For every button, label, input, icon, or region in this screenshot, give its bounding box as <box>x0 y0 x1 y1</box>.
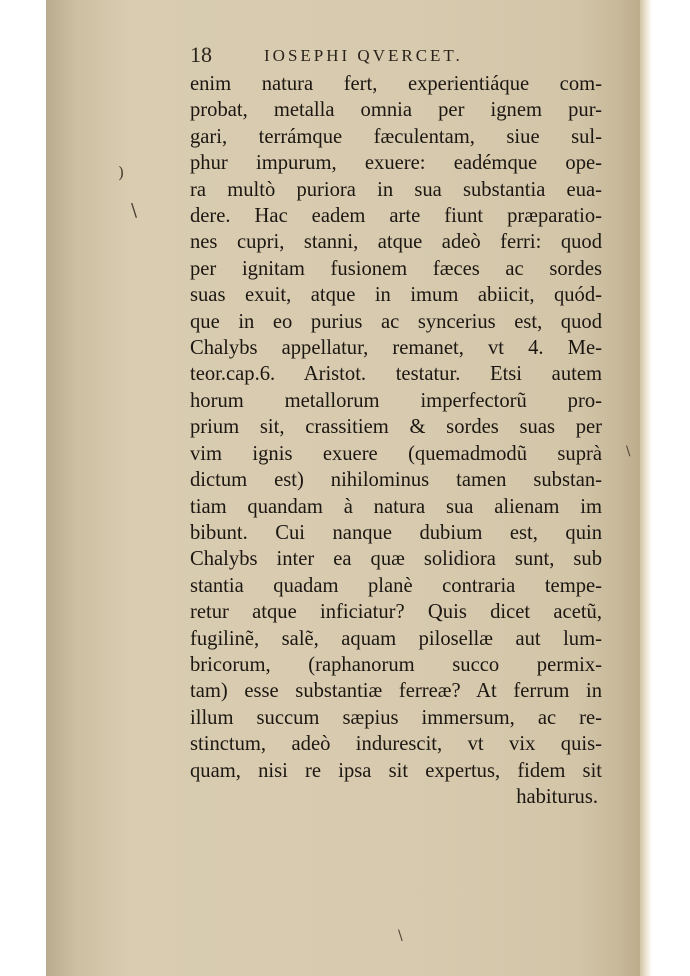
text-line: probat, metalla omnia per ignem pur- <box>190 99 602 122</box>
margin-stroke-mark: \ <box>626 444 631 459</box>
text-line: quam, nisi re ipsa sit expertus, fidem sit <box>190 759 603 782</box>
text-line: bricorum, (raphanorum succo permix- <box>190 653 602 676</box>
text-line: phur impurum, exuere: eadémque ope- <box>190 152 603 175</box>
text-line: ra multò puriora in sua substantia eua- <box>190 178 602 201</box>
running-head <box>190 44 610 70</box>
text-line: per ignitam fusionem fæces ac sordes <box>190 257 602 280</box>
text-line: suas exuit, atque in imum abiicit, quód- <box>190 284 602 307</box>
running-head-title: IOSEPHI QVERCET. <box>264 46 463 65</box>
margin-stroke-mark: ) <box>118 163 125 182</box>
text-line: teor.cap.6. Aristot. testatur. Etsi autem <box>190 363 602 386</box>
text-line: Chalybs appellatur, remanet, vt 4. Me- <box>190 337 602 360</box>
text-line: retur atque inficiatur? Quis dicet acetũ, <box>190 601 602 624</box>
text-line: prium sit, crassitiem & sordes suas per <box>190 416 602 439</box>
text-line: nes cupri, stanni, atque adeò ferri: quod <box>190 231 603 254</box>
text-line: dere. Hac eadem arte fiunt præparatio- <box>190 205 602 228</box>
text-line: gari, terrámque fæculentam, siue sul- <box>190 125 602 148</box>
body-text <box>190 71 602 810</box>
text-line: bibunt. Cui nanque dubium est, quin <box>190 521 603 544</box>
margin-stroke-mark: \ <box>398 928 403 944</box>
text-line: enim natura fert, experientiáque com- <box>190 73 602 95</box>
text-line: tiam quandam à natura sua alienam im <box>190 495 602 518</box>
text-line: vim ignis exuere (quemadmodũ suprà <box>190 442 602 465</box>
text-line: Chalybs inter ea quæ solidiora sunt, sub <box>190 548 602 571</box>
text-line: horum metallorum imperfectorũ pro- <box>190 389 602 412</box>
text-line: illum succum sæpius immersum, ac re- <box>190 706 602 729</box>
text-line: que in eo purius ac syncerius est, quod <box>190 310 602 333</box>
text-line: stantia quadam planè contraria tempe- <box>190 574 603 597</box>
text-line-last: habiturus. <box>516 785 598 808</box>
text-line: dictum est) nihilominus tamen substan- <box>190 469 603 492</box>
margin-stroke-mark: \ <box>131 200 138 221</box>
page-edge <box>640 0 652 976</box>
text-line: tam) esse substantiæ ferreæ? At ferrum in <box>190 680 603 703</box>
text-line: fugilinẽ, salẽ, aquam pilosellæ aut lum- <box>190 627 602 650</box>
page-number: 18 <box>190 42 212 67</box>
text-line: stinctum, adeò indurescit, vt vix quis- <box>190 733 602 756</box>
